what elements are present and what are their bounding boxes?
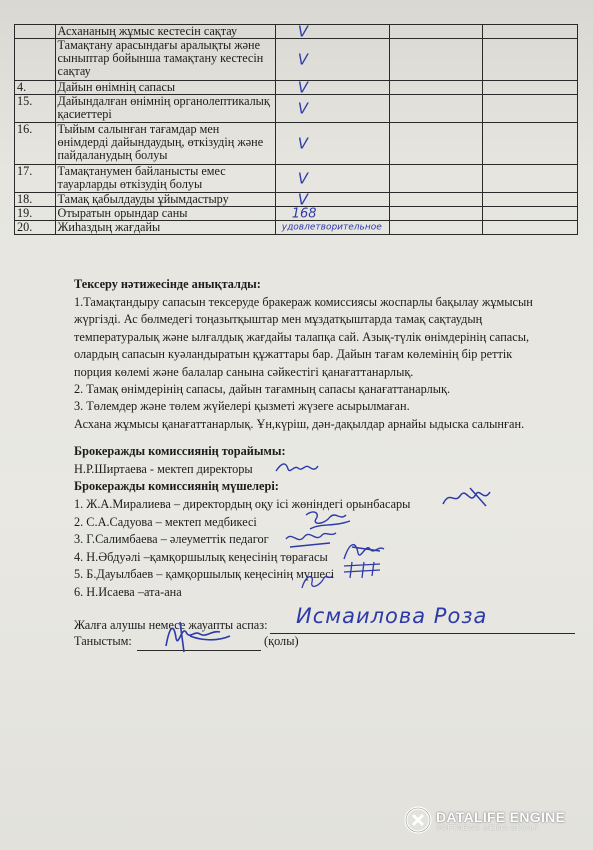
row-empty-cell: [483, 221, 578, 235]
row-criterion: Тамақ қабылдауды ұйымдастыру: [55, 193, 275, 207]
datalife-logo-icon: [404, 806, 432, 834]
table-row: [15, 39, 578, 81]
row-empty-cell: [483, 25, 578, 39]
inspection-table-body: [15, 22, 578, 235]
members-heading: Брокеражды комиссиянің мүшелері:: [74, 479, 279, 493]
findings-line: Асхана жұмысы қанағаттанарлық. Ұн,күріш, дән-дақылдар арнайы ыдыска салынған.: [74, 416, 525, 431]
row-criterion: Тамақтанумен байланысты емес тауарларды өткізудің болуы: [55, 165, 275, 193]
row-number: 15.: [15, 95, 56, 123]
checkmark-icon: V: [297, 99, 309, 117]
row-criterion: Тыйым салынған тағамдар мен өнімдерді дайындаудың, өткізудің және пайдаланудың болуы: [55, 123, 275, 165]
member-line: 1. Ж.А.Миралиева – директордың оқу ісі жөніндегі орынбасары: [74, 497, 411, 511]
row-mark-cell: [275, 22, 389, 40]
checkmark-icon: V: [297, 22, 309, 40]
member-line: 6. Н.Исаева –ата-ана: [74, 585, 182, 599]
row-number: 16.: [15, 123, 56, 165]
row-number: 20.: [15, 221, 56, 235]
acquainted-label: Таныстым:: [74, 634, 132, 648]
row-empty-cell: [390, 123, 483, 165]
row-number: 19.: [15, 207, 56, 221]
row-mark-cell: [275, 39, 389, 81]
checkmark-icon: V: [297, 78, 309, 96]
watermark-title: DATALIFE ENGINE: [436, 808, 566, 825]
row-criterion: Жиһаздың жағдайы: [55, 221, 275, 235]
row-mark-cell: [275, 95, 389, 123]
findings-line: 2. Тамақ өнімдерінің сапасы, дайын тағамның сапасы қанағаттанарлық.: [74, 382, 451, 396]
row-mark-cell: [275, 78, 389, 96]
checkmark-icon: V: [297, 190, 309, 208]
member-signature-3: [282, 527, 342, 553]
acquainted-signature: [160, 616, 236, 656]
findings-heading: Тексеру нәтижесінде анықталды:: [74, 277, 261, 291]
table-row: [15, 165, 578, 193]
row-mark-cell: [275, 221, 389, 235]
responsible-line: [270, 633, 575, 634]
checkmark-icon: V: [297, 134, 309, 152]
row-mark-cell: [275, 165, 389, 193]
member-signature-6: [296, 570, 336, 594]
member-line: 2. С.А.Садуова – мектеп медбикесі: [74, 514, 257, 529]
checkmark-icon: V: [297, 169, 309, 187]
responsible-label: Жалға алушы немесе жауапты аспаз:: [74, 618, 268, 632]
row-empty-cell: [483, 165, 578, 193]
table-row: [15, 123, 578, 165]
member-signature-5: [340, 558, 384, 580]
table-row: [15, 81, 578, 95]
chair-heading: Брокеражды комиссиянің торайымы:: [74, 444, 286, 458]
findings-line: 1.Тамақтандыру сапасын тексеруде бракераж комиссиясы жоспарлы бақылау жұмысын: [74, 295, 533, 309]
inspection-table: [14, 24, 578, 235]
row-empty-cell: [390, 25, 483, 39]
watermark-subtitle: SOFTNEWS MEDIA GROUP: [436, 824, 540, 832]
row-empty-cell: [390, 165, 483, 193]
watermark: [404, 806, 565, 834]
chair-signature: [274, 459, 320, 480]
row-empty-cell: [390, 221, 483, 235]
row-mark-cell: [275, 190, 389, 208]
row-empty-cell: [390, 193, 483, 207]
row-number: 18.: [15, 193, 56, 207]
row-mark: 168: [291, 206, 317, 221]
row-criterion: Дайындалған өнімнің органолептикалық қасиеттері: [55, 95, 275, 123]
row-number: 4.: [15, 81, 56, 95]
table-row: [15, 221, 578, 235]
table-row: [15, 25, 578, 39]
row-number: [15, 25, 56, 39]
row-empty-cell: [483, 123, 578, 165]
row-number: 17.: [15, 165, 56, 193]
row-empty-cell: [483, 207, 578, 221]
row-empty-cell: [390, 207, 483, 221]
findings-line: олардың сапасын куәландыратын құжаттары бар. Дайын тағам көлемінің бір реттік: [74, 347, 513, 362]
row-empty-cell: [390, 81, 483, 95]
findings-line: порция көлемі және балалар санына сәйкестігі қанағаттанарлық.: [74, 364, 414, 379]
row-mark-cell: [275, 123, 389, 165]
row-criterion: Отыратын орындар саны: [55, 207, 275, 221]
row-mark-cell: [275, 207, 389, 221]
row-empty-cell: [483, 39, 578, 81]
member-line: 4. Н.Әбдуәлі –қамқоршылық кеңесінің төрағасы: [74, 549, 328, 564]
row-mark: удовлетворительное: [281, 222, 382, 232]
row-number: [15, 39, 56, 81]
findings-line: температуралық және ылғалдық жағдайы талапқа сай. Азық-түлік өнімдерінің сапасы,: [74, 329, 530, 344]
row-criterion: Тамақтану арасындағы аралықты және сыныптар бойынша тамақтану кестесін сақтау: [55, 39, 275, 81]
row-empty-cell: [483, 193, 578, 207]
findings-line: жүргізді. Ас бөлмедегі тоңазытқыштар мен мұздатқыштарда тамақ сақтаудың: [74, 312, 483, 327]
row-empty-cell: [483, 81, 578, 95]
sign-label: (қолы): [264, 634, 299, 648]
table-row: [15, 193, 578, 207]
responsible-handwritten-name: Исмаилова Роза: [296, 604, 488, 628]
chair-line: Н.Р.Ширтаева - мектеп директоры: [74, 462, 253, 476]
row-empty-cell: [483, 95, 578, 123]
member-line: 3. Г.Салимбаева – әлеуметтік педагог: [74, 532, 269, 547]
row-empty-cell: [390, 95, 483, 123]
table-row: [15, 207, 578, 221]
findings-line: 3. Төлемдер және төлем жүйелері қызметі жүзеге асырылмаған.: [74, 399, 410, 414]
table-row: [15, 95, 578, 123]
row-empty-cell: [390, 39, 483, 81]
member-line: 5. Б.Дауылбаев – қамқоршылық кеңесінің мүшесі: [74, 567, 335, 582]
row-criterion: Дайын өнімнің сапасы: [55, 81, 275, 95]
row-criterion: Асхананың жұмыс кестесін сақтау: [55, 25, 275, 39]
member-signature-1: [440, 484, 500, 510]
checkmark-icon: V: [297, 50, 309, 68]
